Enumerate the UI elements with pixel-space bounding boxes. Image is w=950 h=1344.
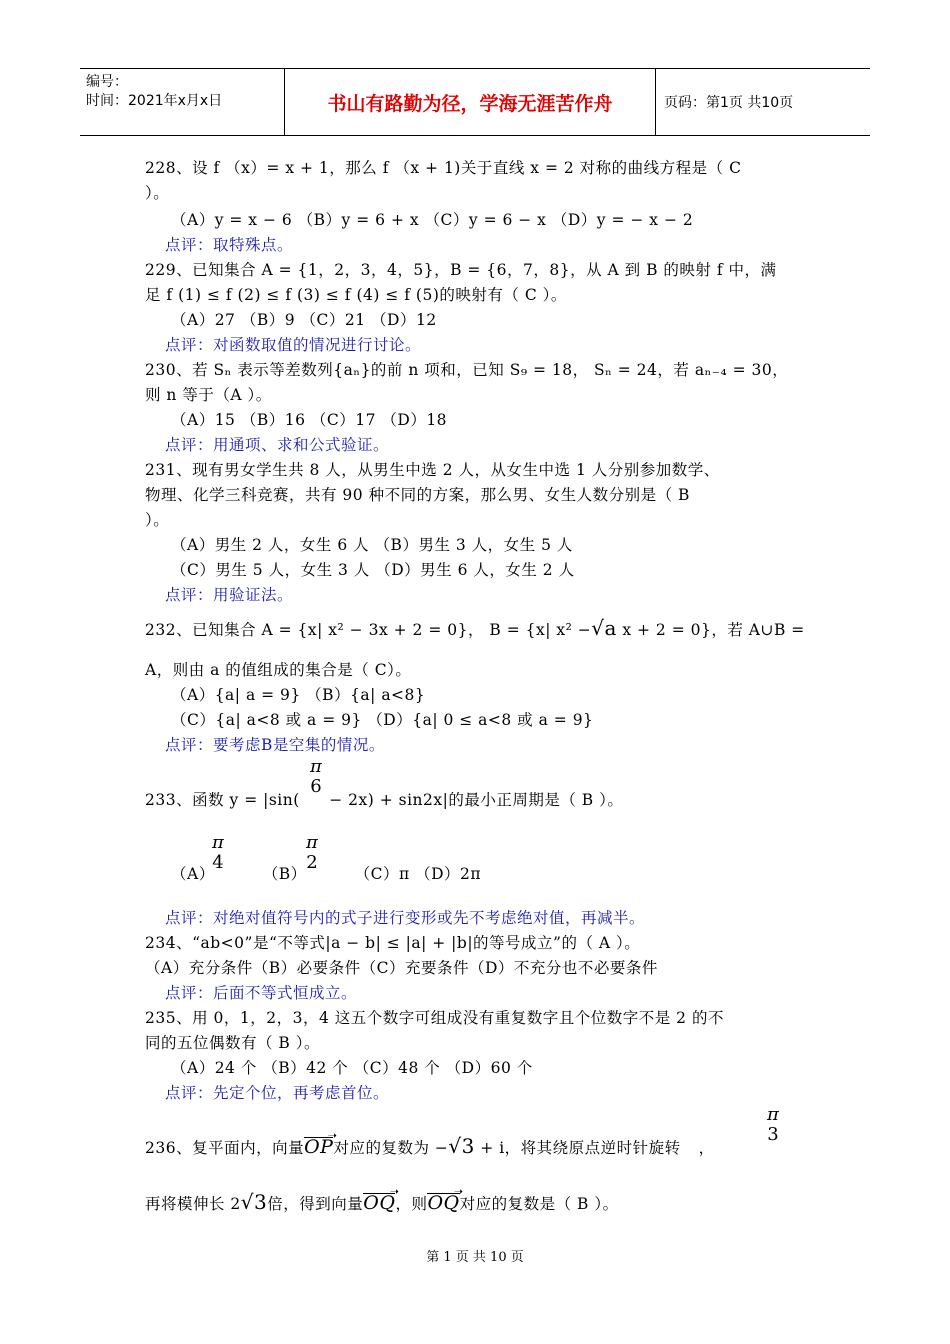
q230-comment: 点评：用通项、求和公式验证。 (165, 436, 390, 454)
q232-stem (145, 617, 805, 641)
q233-stem-part1: 233、函数 y = |sin( (145, 791, 300, 809)
q228-options: （A）y = x − 6 （B）y = 6 + x （C）y = 6 − x （D）y = − x − 2 (171, 211, 694, 229)
fraction-denominator: 3 (767, 1124, 779, 1145)
option-a-label: （A） (171, 865, 215, 883)
fraction-numerator: π (306, 832, 318, 853)
q233-stem (145, 789, 623, 811)
q234-stem: 234、“ab<0”是“不等式|a − b| ≤ |a| + |b|的等号成立”的（ A ）。 (145, 934, 641, 952)
header-motto-cell (284, 69, 656, 135)
fraction-denominator: 6 (310, 776, 322, 797)
q236-end-part2: 倍，得到向量 (267, 1195, 364, 1213)
q232-stem-end: A，则由 a 的值组成的集合是（ C）。 (145, 661, 412, 679)
vector-op: OP ➝ (304, 1136, 333, 1158)
page-footer: 第 1 页 共 10 页 (426, 1250, 524, 1265)
header-meta (80, 69, 284, 135)
q234-options: （A）充分条件（B）必要条件（C）充要条件（D）不充分也不必要条件 (145, 959, 658, 977)
q230-stem-end: 则 n 等于（A ）。 (145, 386, 272, 404)
vector-oq-2: OQ ➝ (427, 1192, 459, 1214)
q229-stem: 229、已知集合 A = {1，2，3，4，5}，B = {6，7，8}，从 A 到 B 的映射 f 中，满 (145, 261, 777, 279)
q233-stem-part2: − 2x) + sin2x|的最小正周期是（ B ）。 (323, 791, 624, 809)
fraction-numerator: π (212, 832, 224, 853)
q229-comment: 点评：对函数取值的情况进行讨论。 (165, 336, 422, 354)
q228-stem: 228、设 f （x）= x + 1，那么 f （x + 1)关于直线 x = 2 对称的曲线方程是（ C (145, 159, 742, 177)
q228-comment: 点评：取特殊点。 (165, 236, 294, 254)
q231-options-cd: （C）男生 5 人，女生 3 人 （D）男生 6 人，女生 2 人 (171, 561, 575, 579)
q236-stem-part1: 236、复平面内，向量 (145, 1139, 305, 1157)
q232-comment: 点评：要考虑B是空集的情况。 (165, 736, 385, 754)
q229-options: （A）27 （B）9 （C）21 （D）12 (171, 311, 437, 329)
q235-comment: 点评：先定个位，再考虑首位。 (165, 1084, 390, 1102)
q236-end-part3: ，则 (395, 1195, 428, 1213)
option-b-label: （B） (262, 865, 307, 883)
q228-stem-end: ）。 (145, 184, 170, 202)
q230-options: （A）15 （B）16 （C）17 （D）18 (171, 411, 448, 429)
options-c-d: （C）π （D）2π (354, 865, 482, 883)
q231-comment: 点评：用验证法。 (165, 586, 294, 604)
q234-comment: 点评：后面不等式恒成立。 (165, 984, 358, 1002)
time-label: 时间：2021年x月x日 (86, 93, 223, 109)
q231-options-ab: （A）男生 2 人，女生 6 人 （B）男生 3 人，女生 5 人 (171, 536, 573, 554)
fraction-denominator: 2 (306, 852, 318, 873)
q236-end-part1: 再将模伸长 2 (145, 1195, 241, 1213)
q232-options-ab: （A）{a| a = 9} （B）{a| a<8} (171, 686, 426, 704)
q236-stem (145, 1135, 715, 1159)
page-header (80, 68, 870, 136)
q231-stem-end: ）。 (145, 511, 170, 529)
q236-stem-part2: 对应的复数为 − (333, 1139, 449, 1157)
sqrt-3-b: √3 (240, 1190, 268, 1214)
q232-stem-part2: x + 2 = 0}，若 A∪B = (616, 621, 805, 639)
q233-comment: 点评：对绝对值符号内的式子进行变形或先不考虑绝对值，再减半。 (165, 909, 646, 927)
q236-stem-end (145, 1191, 619, 1215)
q229-stem-end: 足 f (1) ≤ f (2) ≤ f (3) ≤ f (4) ≤ f (5)的映射有（ C ）。 (145, 286, 567, 304)
page-info: 页码：第1页 共10页 (664, 95, 794, 111)
q236-stem-part4: ， (698, 1139, 715, 1157)
q235-options: （A）24 个 （B）42 个 （C）48 个 （D）60 个 (171, 1059, 533, 1077)
fraction-denominator: 4 (212, 852, 224, 873)
q231-stem-2: 物理、化学三科竞赛，共有 90 种不同的方案，那么男、女生人数分别是（ B (145, 486, 690, 504)
q232-stem-part1: 232、已知集合 A = {x| x² − 3x + 2 = 0}， B = {x| x² − (145, 621, 592, 639)
fraction-numerator: π (310, 756, 322, 777)
motto: 书山有路勤为径，学海无涯苦作舟 (327, 92, 613, 115)
q236-stem-part3: + i，将其绕原点逆时针旋转 (474, 1139, 681, 1157)
q233-options (171, 863, 481, 885)
q232-options-cd: （C）{a| a<8 或 a = 9} （D）{a| 0 ≤ a<8 或 a = 9} (171, 711, 594, 729)
q230-stem: 230、若 Sₙ 表示等差数列{aₙ}的前 n 项和，已知 S₉ = 18， Sₙ = 24，若 aₙ₋₄ = 30， (145, 361, 789, 379)
vector-oq: OQ ➝ (363, 1192, 395, 1214)
q231-stem: 231、现有男女学生共 8 人，从男生中选 2 人，从女生中选 1 人分别参加数学、 (145, 461, 720, 479)
q236-end-part4: 对应的复数是（ B ）。 (459, 1195, 619, 1213)
fraction-pi-over-3 (767, 1105, 779, 1145)
q235-stem: 235、用 0，1，2，3，4 这五个数字可组成没有重复数字且个位数字不是 2 的不 (145, 1009, 724, 1027)
fraction-numerator: π (767, 1104, 779, 1125)
sqrt-a: √a (591, 616, 617, 640)
q235-stem-end: 同的五位偶数有（ B ）。 (145, 1034, 320, 1052)
number-label: 编号： (86, 74, 128, 90)
sqrt-3: √3 (448, 1134, 475, 1158)
